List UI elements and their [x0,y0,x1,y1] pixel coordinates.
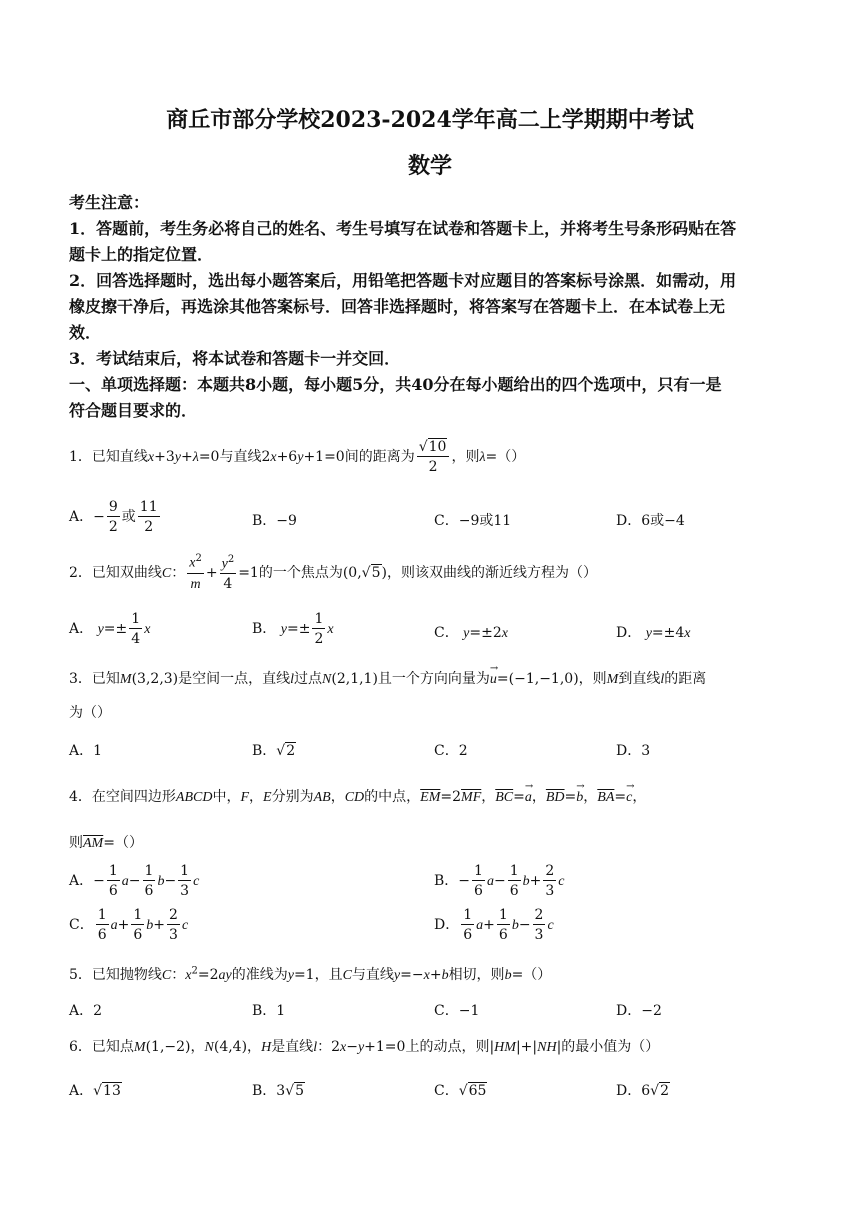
option-2a: A． y=± $\frac{1}{4}$ x [69,611,151,647]
option-5c: C．−1 [434,1003,480,1019]
option-2c: C． y=±2x [434,625,508,641]
question-2: 2．已知双曲线C： $\frac{x^2}{m}$ + $\frac{y^2}{4}$ =1的一个焦点为(0,√5)，则该双曲线的渐近线方程为（） [69,553,597,593]
option-4b: B．− $\frac{1}{6}$ a− $\frac{1}{6}$ b+ $\frac{2}{3}$ c [434,863,565,899]
option-3d: D．3 [616,743,651,759]
option-6a: A．√13 [69,1083,121,1099]
option-1d: D．6或−4 [616,513,685,529]
question-6: 6．已知点M(1,−2)，N(4,4)，H是直线l：2x−y+1=0上的动点，则|HM|+|NH|的最小值为（） [69,1039,660,1055]
option-2b: B． y=± $\frac{1}{2}$ x [252,611,334,647]
option-4a: A．− $\frac{1}{6}$ a− $\frac{1}{6}$ b− $\frac{1}{3}$ c [69,863,200,899]
note-2-line-2: 橡皮擦干净后，再选涂其他答案标号．回答非选择题时，将答案写在答题卡上．在本试卷上无 [69,297,726,316]
option-4c: C． $\frac{1}{6}$ a+ $\frac{1}{6}$ b+ $\frac{2}{3}$ c [69,907,189,943]
section-heading-line-2: 符合题目要求的． [69,401,198,420]
option-6c: C．√65 [434,1083,487,1099]
option-1b: B．−9 [252,513,297,529]
option-3a: A．1 [69,743,103,759]
question-1: 1．已知直线x+3y+λ=0与直线2x+6y+1=0间的距离为 $\frac{√10}{2}$ ，则λ=（） [69,439,526,475]
note-2-line-3: 效． [69,323,102,342]
note-2-line-1: 2．回答选择题时，选出每小题答案后，用铅笔把答题卡对应题目的答案标号涂黑．如需动，用 [69,271,737,290]
option-5d: D．−2 [616,1003,662,1019]
subject-title: 数学 [407,153,452,179]
question-number: 4． [69,789,92,805]
question-number: 5． [69,967,92,983]
question-number: 2． [69,564,92,581]
note-1-line-1: 1．答题前，考生务必将自己的姓名、考生号填写在试卷和答题卡上，并将考生号条形码贴在答 [69,219,737,238]
option-3b: B．√2 [252,743,296,759]
question-3: 3．已知M(3,2,3)是空间一点，直线l过点N(2,1,1)且一个方向向量为 → u=(−1,−1,0)，则M到直线l的距离 [69,663,707,687]
question-number: 6． [69,1039,92,1055]
option-1a: A．− $\frac{9}{2}$ 或 $\frac{11}{2}$ [69,499,158,535]
option-5b: B．1 [252,1003,286,1019]
option-6d: D．6√2 [616,1083,669,1099]
option-1c: C．−9或11 [434,513,512,529]
question-5: 5．已知抛物线C：$x^2=2ay$的准线为y=1，且C与直线y=−x+b相切，则b=（） [69,965,552,983]
option-3c: C．2 [434,743,468,759]
question-4: 4．在空间四边形ABCD中，F，E分别为AB，CD的中点，$\overline{EM}=2\overline{MF}$，$\overline{BC}=$ → a，$\overline{BD}=$ → b，$\overline{BA}=$ → c， [69,781,647,805]
question-3-continued: 为（） [69,705,111,721]
note-3: 3．考试结束后，将本试卷和答题卡一并交回． [69,349,401,368]
question-number: 1． [69,449,92,465]
question-number: 3． [69,671,92,687]
fraction: $\frac{√10}{2}$ [417,440,450,474]
section-heading-line-1: 一、单项选择题：本题共8小题，每小题5分，共40分在每小题给出的四个选项中，只有一是 [69,375,722,394]
exam-title: 商丘市部分学校2023-2024学年高二上学期期中考试 [166,107,694,133]
notes-heading: 考生注意： [69,193,150,212]
option-6b: B．3√5 [252,1083,305,1099]
option-2d: D． y=±4x [616,625,691,641]
option-5a: A．2 [69,1003,103,1019]
question-4-continued: 则$\overline{AM}=()$ [69,835,143,851]
note-1-line-2: 题卡上的指定位置． [69,245,214,264]
option-4d: D． $\frac{1}{6}$ a+ $\frac{1}{6}$ b− $\frac{2}{3}$ c [434,907,554,943]
